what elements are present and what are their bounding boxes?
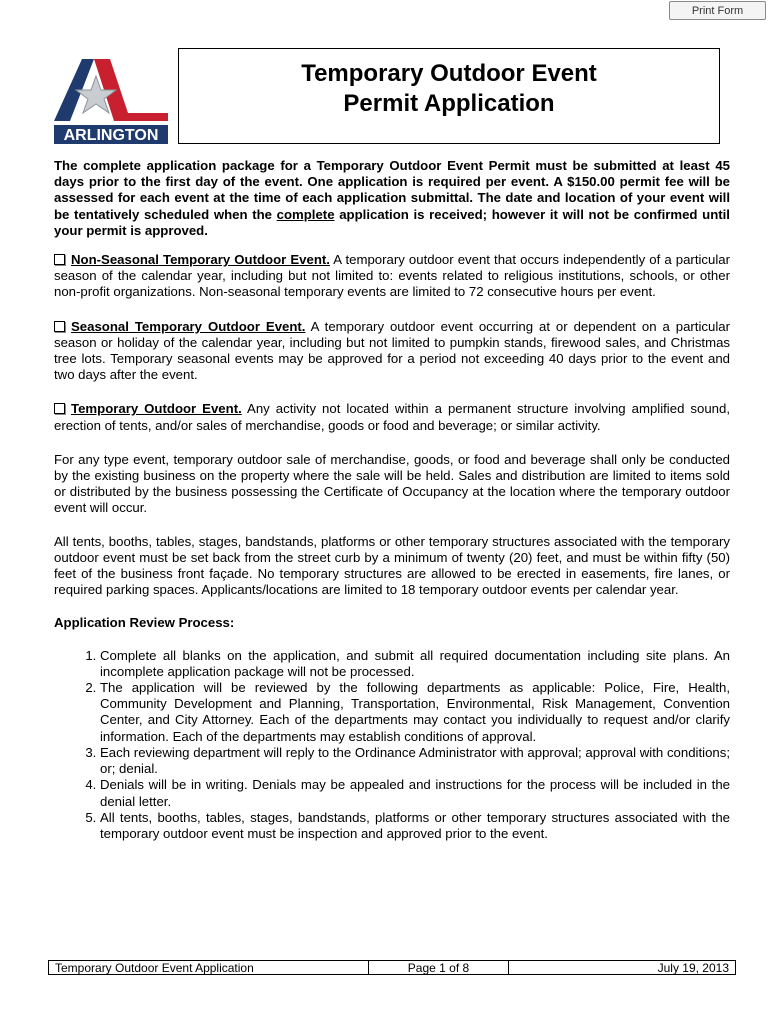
- footer-date: July 19, 2013: [657, 960, 729, 975]
- review-steps-list: [54, 648, 730, 842]
- event-type-desc: Any activity not located within a permanent structure involving amplified sound, erection of tents, and/or sales of merchandise, goods or food and beverage; or similar activity.: [54, 401, 730, 433]
- print-form-button[interactable]: Print Form: [669, 1, 766, 20]
- intro-text-before: The complete application package for a Temporary Outdoor Event Permit must be submitted at least 45 days prior to the first day of the event. One application is required per event. A $150.00 permit fee will be assessed for each event at the time of each application submittal. The date and location of your event will be tentatively scheduled when the: [54, 158, 730, 222]
- intro-paragraph: [54, 158, 730, 239]
- review-process-heading: Application Review Process:: [54, 615, 235, 631]
- document-body: [54, 158, 730, 842]
- footer-page-number: Page 1 of 8: [369, 961, 509, 974]
- page-footer: [48, 960, 736, 975]
- event-type-title: Seasonal Temporary Outdoor Event.: [71, 318, 306, 334]
- arlington-logo: [52, 51, 172, 145]
- logo-wordmark: ARLINGTON: [63, 127, 159, 144]
- event-type-temporary: [54, 401, 730, 433]
- event-type-desc: A temporary outdoor event occurring at or dependent on a particular season or holiday of the calendar year, including but not limited to pumpkin stands, firewood sales, and Christmas tree lots. Temporary seasonal events may be approved for a period not exceeding 40 days prior to the event and two days after the event.: [54, 318, 730, 383]
- review-step: 1. Complete all blanks on the application, and submit all required documentation including site plans. An incomplete application package will not be processed.: [100, 648, 730, 680]
- event-type-non-seasonal: [54, 252, 730, 301]
- event-type-desc: A temporary outdoor event that occurs independently of a particular season of the calendar year, including but not limited to: events related to religious institutions, schools, or other non-profit organizations. Non-seasonal temporary events are limited to 72 consecutive hours per event.: [54, 252, 730, 300]
- event-type-title: Temporary Outdoor Event.: [71, 401, 242, 417]
- page-title-line2: Permit Application: [343, 90, 555, 117]
- review-step: 2. The application will be reviewed by the following departments as applicable: Police, Fire, Health, Community Development and Planning, Transportation, Environmental, Risk Management, Convention Center, and City Attorney. Each of the departments may contact you individually to request and/or clarify information. Each of the departments may establish conditions of approval.: [100, 680, 730, 745]
- title-box: [178, 48, 720, 144]
- checkbox-seasonal[interactable]: [54, 321, 65, 332]
- sales-paragraph: For any type event, temporary outdoor sale of merchandise, goods, or food and beverage shall only be conducted by the existing business on the property where the sale will be held. Sales and distribution are limited to items sold or distributed by the business possessing the Certificate of Occupancy at the location where the temporary outdoor event will occur.: [54, 451, 730, 516]
- review-step: 3. Each reviewing department will reply to the Ordinance Administrator with approval; approval with conditions; or; denial.: [100, 745, 730, 777]
- intro-text-after: application is received; however it will not be confirmed until your permit is approved.: [54, 206, 730, 238]
- checkbox-temporary[interactable]: [54, 403, 65, 414]
- review-step: 4. Denials will be in writing. Denials may be appealed and instructions for the process will be included in the denial letter.: [100, 777, 730, 809]
- intro-emphasis: complete: [276, 206, 335, 222]
- structures-paragraph: All tents, booths, tables, stages, bandstands, platforms or other temporary structures associated with the temporary outdoor event must be set back from the street curb by a minimum of twenty (20) feet, and must be within fifty (50) feet of the business front façade. No temporary structures are allowed to be erected in easements, fire lanes, or required parking spaces. Applicants/locations are limited to 18 temporary outdoor events per calendar year.: [54, 533, 730, 598]
- page-title-line1: Temporary Outdoor Event: [301, 60, 597, 87]
- footer-doc-title: Temporary Outdoor Event Application: [49, 961, 369, 974]
- review-step: 5. All tents, booths, tables, stages, bandstands, platforms or other temporary structures associated with the temporary outdoor event must be inspection and approved prior to the event.: [100, 810, 730, 842]
- event-type-seasonal: [54, 319, 730, 384]
- checkbox-non-seasonal[interactable]: [54, 254, 65, 265]
- event-type-title: Non-Seasonal Temporary Outdoor Event.: [71, 252, 330, 268]
